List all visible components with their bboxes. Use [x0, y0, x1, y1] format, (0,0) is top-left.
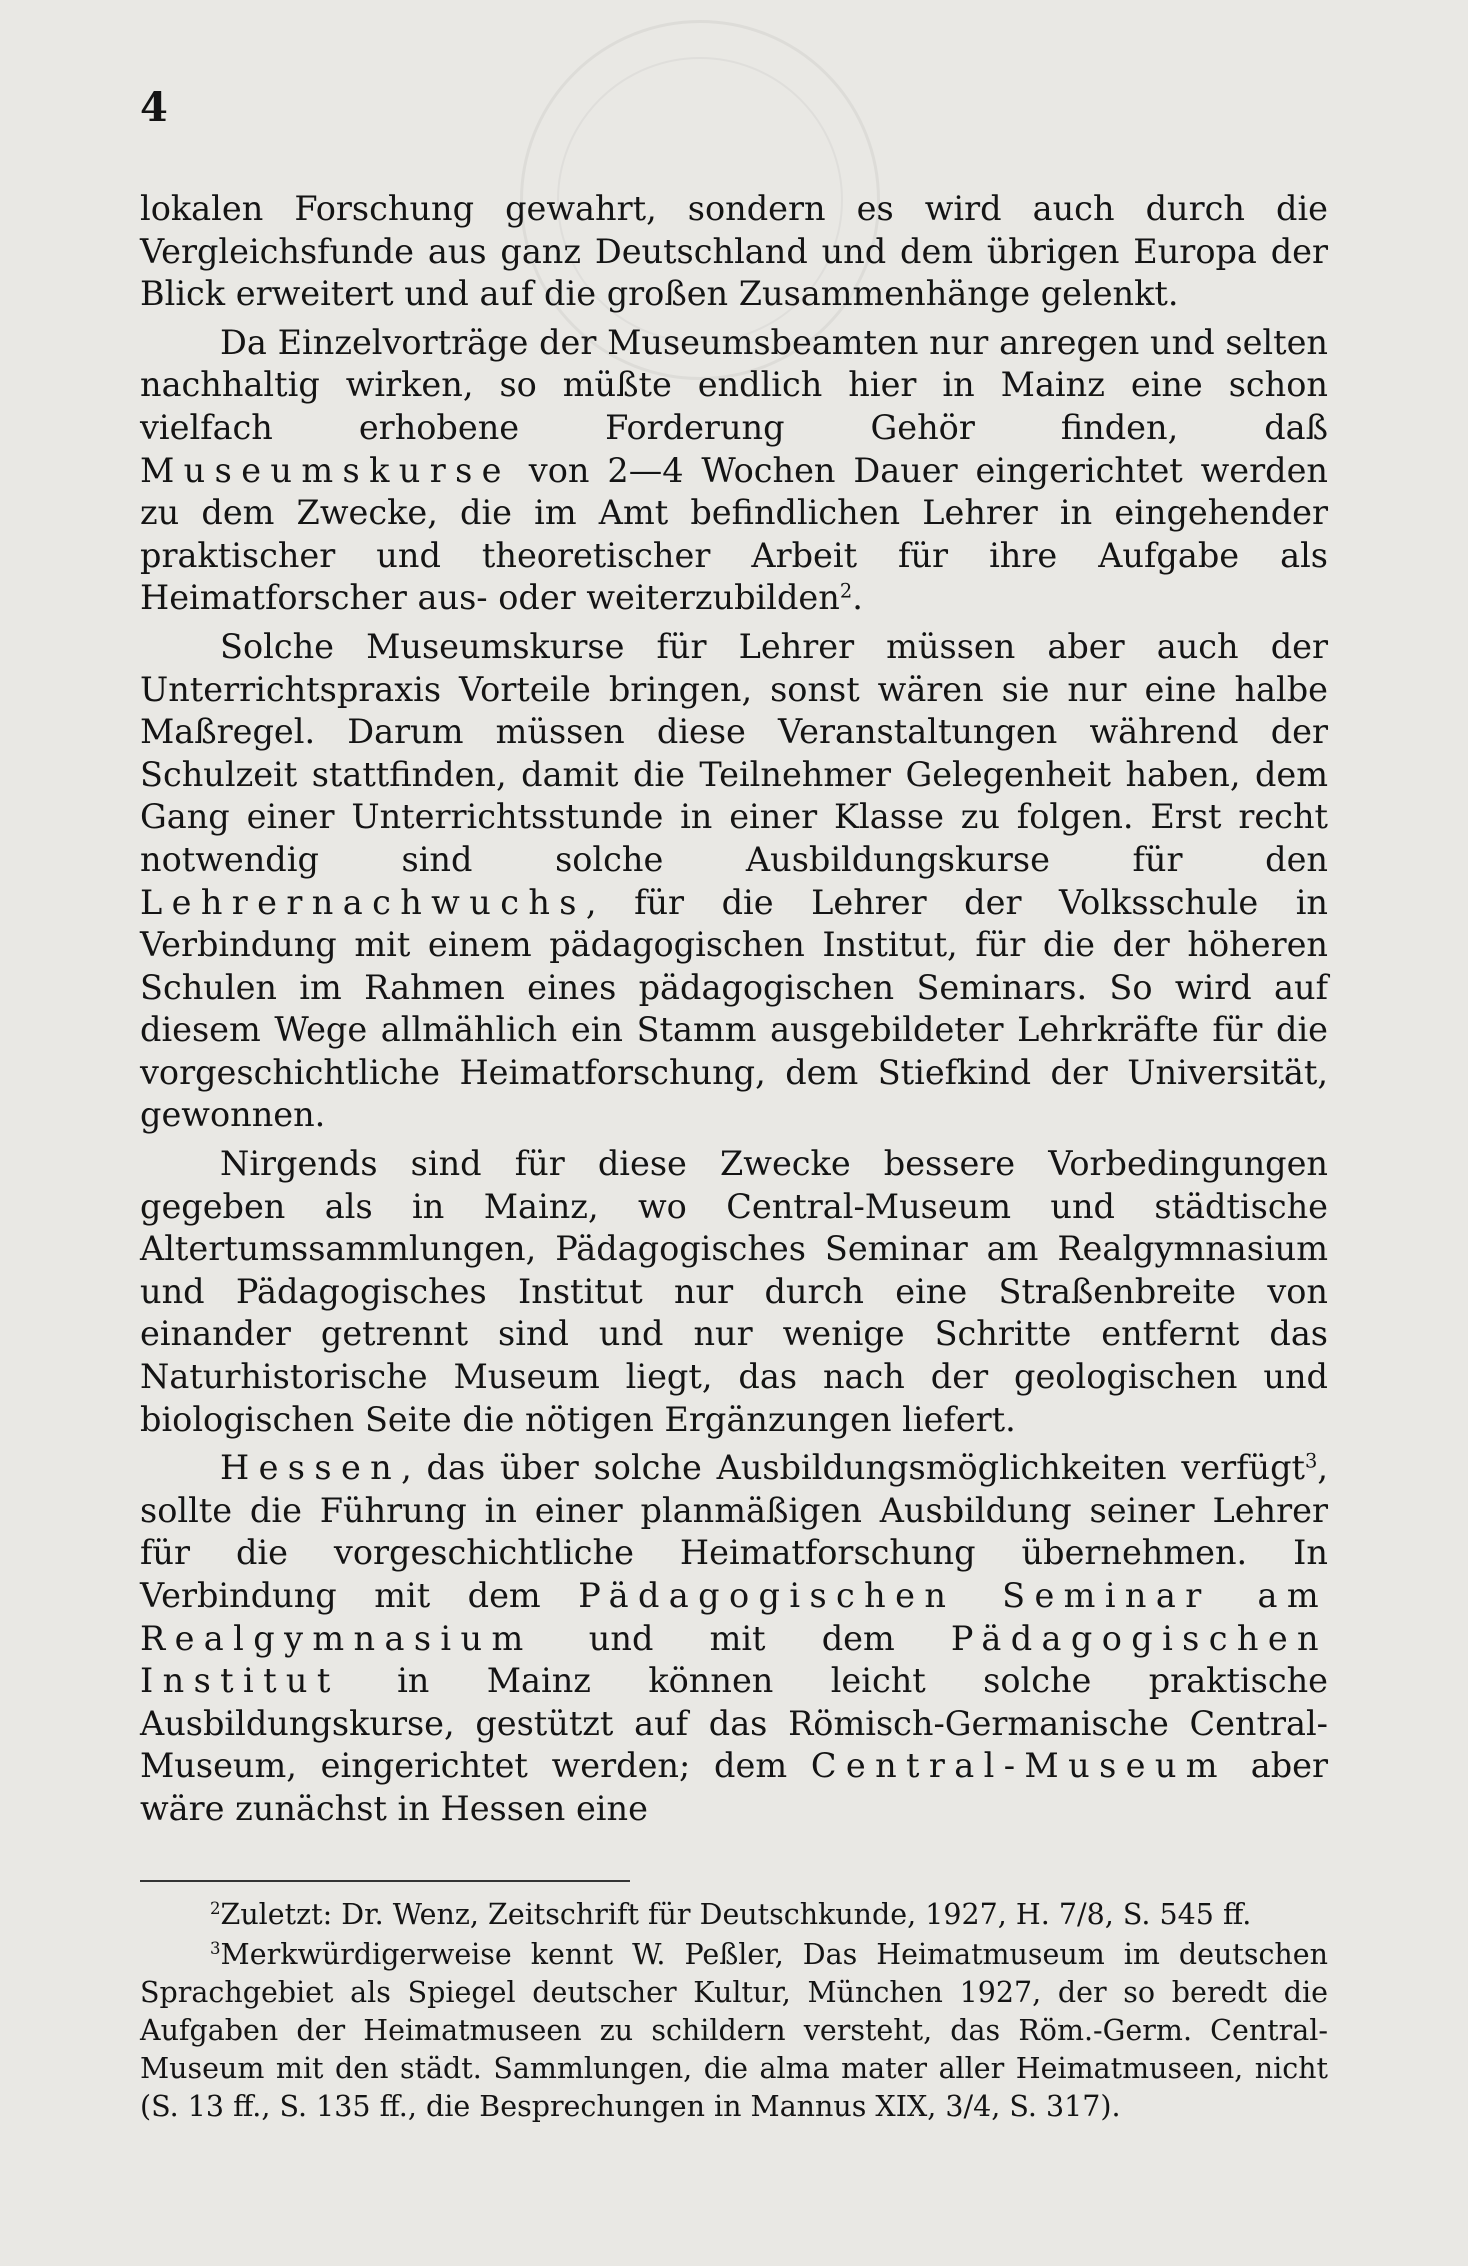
- paragraph-text: , das über solche Ausbildungsmöglichkeiten verfügt: [401, 1448, 1305, 1488]
- footnote-text: Merkwürdigerweise kennt W. Peßler, Das Heimatmuseum im deutschen Sprachgebiet als Spiegel deutscher Kultur, München 1927, der so beredt die Aufgaben der Heimatmuseen zu schildern versteht, das Röm.-Germ. Central-Museum mit den städt. Sammlungen, die alma mater aller Heimatmuseen, nicht (S. 13 ff., S. 135 ff., die Besprechungen in Mannus XIX, 3/4, S. 317).: [140, 1938, 1328, 2123]
- emphasis-spaced: Pädagogischen Seminar am Realgymnasium: [140, 1576, 1328, 1658]
- paragraph-continuation: [140, 188, 1328, 316]
- page-number: 4: [140, 84, 168, 131]
- footnote-3: [140, 1936, 1328, 2126]
- emphasis-spaced: Central-Museum: [810, 1746, 1227, 1786]
- footnote-divider: [140, 1880, 630, 1882]
- paragraph-text: in Mainz können leicht solche praktische Ausbildungskurse, gestützt auf das Römisch-Germanische Central-Museum, eingerichtet werden; dem: [140, 1661, 1328, 1786]
- paragraph-text: lokalen Forschung gewahrt, sondern es wird auch durch die Vergleichsfunde aus ganz Deutschland und dem übrigen Europa der Blick erweitert und auf die großen Zusammenhänge gelenkt.: [140, 189, 1328, 314]
- paragraph-hessen: [140, 1447, 1328, 1830]
- paragraph-text: und mit dem: [532, 1618, 951, 1658]
- main-text: [140, 188, 1328, 1831]
- emphasis-spaced: Pädagogischen Institut: [140, 1618, 1328, 1701]
- emphasis-spaced: Museumskurse: [140, 450, 511, 490]
- paragraph-museumskurse: [140, 322, 1328, 620]
- paragraph-text: von 2—4 Wochen Dauer eingerichtet werden zu dem Zwecke, die im Amt befindlichen Lehrer in eingehender praktischer und theoretischer Arbeit für ihre Aufgabe als Heimatforscher aus- oder weiterzubilden: [140, 450, 1328, 618]
- footnote-mark: 3: [210, 1939, 221, 1959]
- paragraph-text: Solche Museumskurse für Lehrer müssen aber auch der Unterrichtspraxis Vorteile bringen, sonst wären sie nur eine halbe Maßregel. Darum müssen diese Veranstaltungen während der Schulzeit stattfinden, damit die Teilnehmer Gelegenheit haben, dem Gang einer Unterrichtsstunde in einer Klasse zu folgen. Erst recht notwendig sind solche Ausbildungskurse für den: [140, 626, 1328, 879]
- paragraph-mainz: [140, 1143, 1328, 1441]
- footnote-mark: 2: [210, 1899, 221, 1919]
- footnote-text: Zuletzt: Dr. Wenz, Zeitschrift für Deutschkunde, 1927, H. 7/8, S. 545 ff.: [220, 1898, 1252, 1931]
- paragraph-text: aber wäre zunächst in Hessen eine: [140, 1746, 1328, 1828]
- footnotes: [140, 1896, 1328, 2126]
- paragraph-text: Da Einzelvorträge der Museumsbeamten nur anregen und selten nachhaltig wirken, so müßte endlich hier in Mainz eine schon vielfach erhobene Forderung Gehör finden, daß: [140, 322, 1328, 447]
- emphasis-spaced: Lehrernachwuchs: [140, 882, 586, 922]
- paragraph-text: , sollte die Führung in einer planmäßigen Ausbildung seiner Lehrer für die vorgeschichtliche Heimatforschung übernehmen. In Verbindung mit dem: [140, 1448, 1328, 1615]
- footnote-reference: 2: [839, 579, 853, 603]
- paragraph-text: .: [852, 578, 863, 618]
- paragraph-text: , für die Lehrer der Volksschule in Verbindung mit einem pädagogischen Institut, für die der höheren Schulen im Rahmen eines pädagogischen Seminars. So wird auf diesem Wege allmählich ein Stamm ausgebildeter Lehrkräfte für die vorgeschichtliche Heimatforschung, dem Stiefkind der Universität, gewonnen.: [140, 882, 1328, 1135]
- paragraph-text: Nirgends sind für diese Zwecke bessere Vorbedingungen gegeben als in Mainz, wo Central-Museum und städtische Altertumssammlungen, Pädagogisches Seminar am Realgymnasium und Pädagogisches Institut nur durch eine Straßenbreite von einander getrennt sind und nur wenige Schritte entfernt das Naturhistorische Museum liegt, das nach der geologischen und biologischen Seite die nötigen Ergänzungen liefert.: [140, 1144, 1328, 1439]
- emphasis-spaced: Hessen: [220, 1448, 402, 1488]
- paragraph-unterrichtspraxis: [140, 626, 1328, 1137]
- footnote-reference: 3: [1304, 1449, 1318, 1473]
- footnote-2: [140, 1896, 1328, 1934]
